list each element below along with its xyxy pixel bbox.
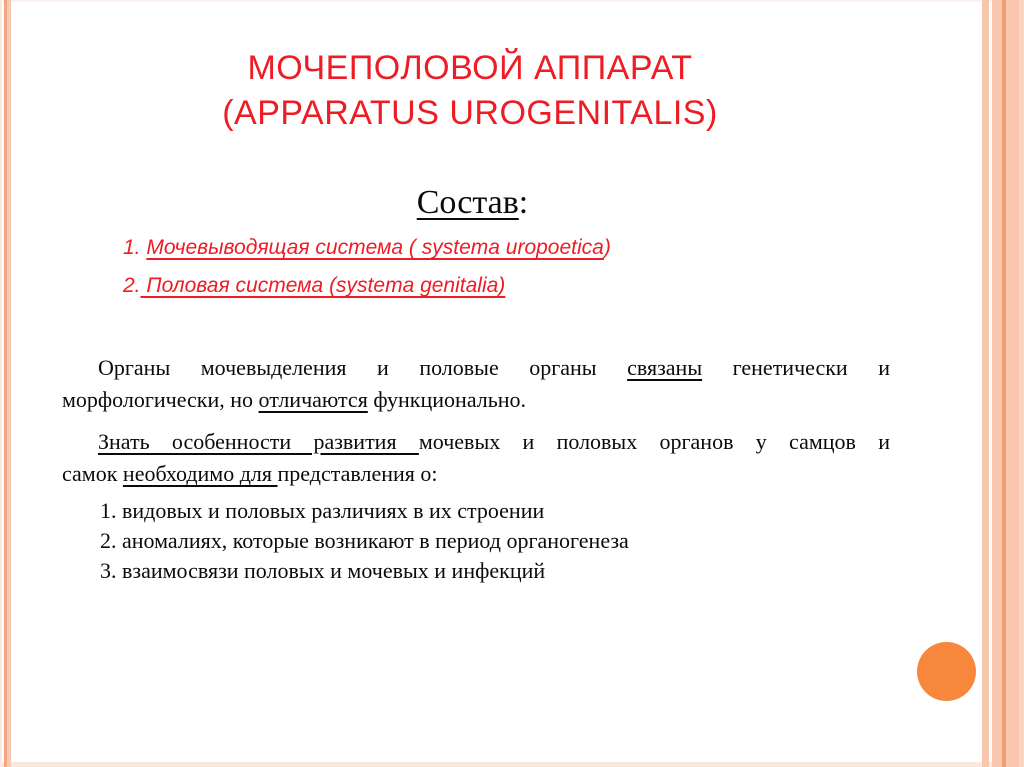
paragraph — [62, 352, 890, 416]
composition-heading-colon: : — [518, 184, 529, 221]
underlined-text: необходимо для — [122, 461, 278, 486]
underlined-text: связаны — [627, 355, 703, 380]
text: морфологически, но — [62, 387, 259, 412]
title-line-1: МОЧЕПОЛОВОЙ АППАРАТ — [247, 49, 693, 87]
composition-list — [123, 236, 611, 312]
slide-title — [0, 46, 940, 136]
composition-item — [123, 236, 611, 260]
right-accent-band-line — [1002, 0, 1006, 767]
text: самок — [62, 461, 123, 486]
right-accent-band-edge — [1019, 0, 1024, 767]
body-line — [62, 458, 890, 490]
text: 2. — [123, 274, 141, 297]
composition-heading — [0, 184, 945, 222]
title-line-2: (APPARATUS UROGENITALIS) — [222, 94, 718, 132]
body-text — [62, 352, 890, 586]
paragraph — [62, 426, 890, 490]
underlined-text: Половая система (systema genitalia) — [140, 274, 506, 297]
orange-circle-decoration — [917, 642, 976, 701]
right-accent-strip-thin — [982, 0, 989, 767]
top-accent-line — [0, 0, 1024, 2]
bottom-accent-line — [0, 762, 1024, 767]
text: генетически и — [702, 355, 890, 380]
text: ) — [603, 236, 611, 259]
underlined-text: отличаются — [258, 387, 368, 412]
text: мочевых и половых органов у самцов и — [418, 429, 890, 454]
body-paragraphs — [62, 352, 890, 490]
body-line — [62, 352, 890, 384]
composition-item — [123, 274, 611, 298]
text: функционально. — [367, 387, 527, 412]
text: Органы мочевыделения и половые органы — [98, 355, 628, 380]
numbered-list — [62, 496, 890, 586]
list-item: 1. видовых и половых различиях в их строении — [100, 498, 545, 523]
underlined-text: Знать особенности развития — [98, 429, 419, 454]
body-line — [62, 384, 890, 416]
underlined-text: Мочевыводящая система ( systema uropoetica — [146, 236, 604, 259]
text: представления о: — [277, 461, 438, 486]
list-item: 3. взаимосвязи половых и мочевых и инфекций — [100, 558, 546, 583]
text: 1. — [123, 236, 147, 259]
list-item: 2. аномалиях, которые возникают в период органогенеза — [100, 528, 629, 553]
composition-heading-text: Состав — [416, 184, 519, 221]
body-line — [62, 426, 890, 458]
